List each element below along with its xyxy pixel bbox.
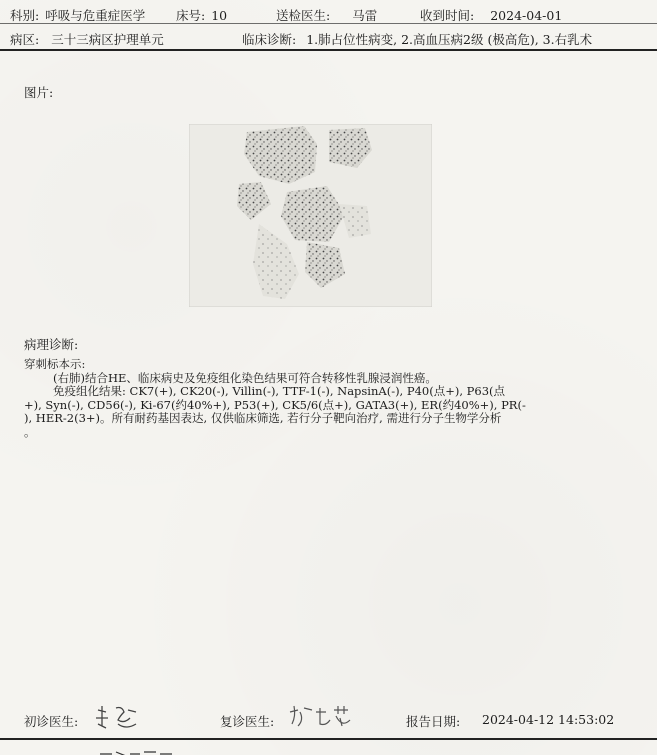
department-field [10,6,145,24]
diagnosis-line: 穿刺标本示: [24,357,86,371]
initial-doctor-signature [92,702,144,735]
diagnosis-line: +), Syn(-), CD56(-), Ki-67(约40%+), P53(+), CK5/6(点+), GATA3(+), ER(约40%+), PR(- [24,397,526,412]
department-label: 科别: [10,8,40,23]
diagnosis-line: ), HER-2(3+)。所有耐药基因表达, 仅供临床筛选, 若行分子靶向治疗, 需进行分子生物学分析 [24,411,502,425]
diagnosis-line: (右肺)结合HE、临床病史及免疫组化染色结果可符合转移性乳腺浸润性癌。 [53,370,437,385]
initial-doctor-label: 初诊医生: [24,714,79,729]
ward-label: 病区: [10,32,40,47]
diagnosis-label: 病理诊断: [24,337,79,352]
doctor-label: 送检医生: [276,8,331,23]
bed-field [176,6,227,24]
report-date-value: 2024-04-12 14:53:02 [482,712,615,727]
received-value: 2024-04-01 [490,8,563,23]
ward-field [10,30,164,48]
bed-label: 床号: [176,8,206,23]
clinical-dx-field [242,30,592,48]
review-doctor-label: 复诊医生: [220,714,275,729]
report-date-label: 报告日期: [406,714,461,729]
clinical-dx-value: 1.肺占位性病变, 2.高血压病2级 (极高危), 3.右乳术 [306,32,593,47]
diagnosis-text [24,358,644,439]
department-value: 呼吸与危重症医学 [45,8,146,23]
footer-rule [0,738,657,740]
review-doctor-signature [286,702,356,735]
ward-value: 三十三病区护理单元 [51,32,164,47]
doctor-value: 马雷 [352,8,378,23]
received-label: 收到时间: [420,8,475,23]
received-field [420,6,562,24]
clinical-dx-label: 临床诊断: [242,32,297,47]
doctor-field [276,6,377,24]
diagnosis-line: 。 [24,424,36,439]
diagnosis-line: 免疫组化结果: CK7(+), CK20(-), Villin(-), TTF-1(-), NapsinA(-), P40(点+), P63(点 [53,384,506,398]
image-section-label: 图片: [24,85,54,100]
histology-image [189,124,432,307]
header-divider [0,23,657,24]
cut-off-text-fragment [60,743,200,755]
header-bottom-rule [0,49,657,51]
bed-value: 10 [211,8,228,23]
histology-slide-graphic [189,124,432,307]
